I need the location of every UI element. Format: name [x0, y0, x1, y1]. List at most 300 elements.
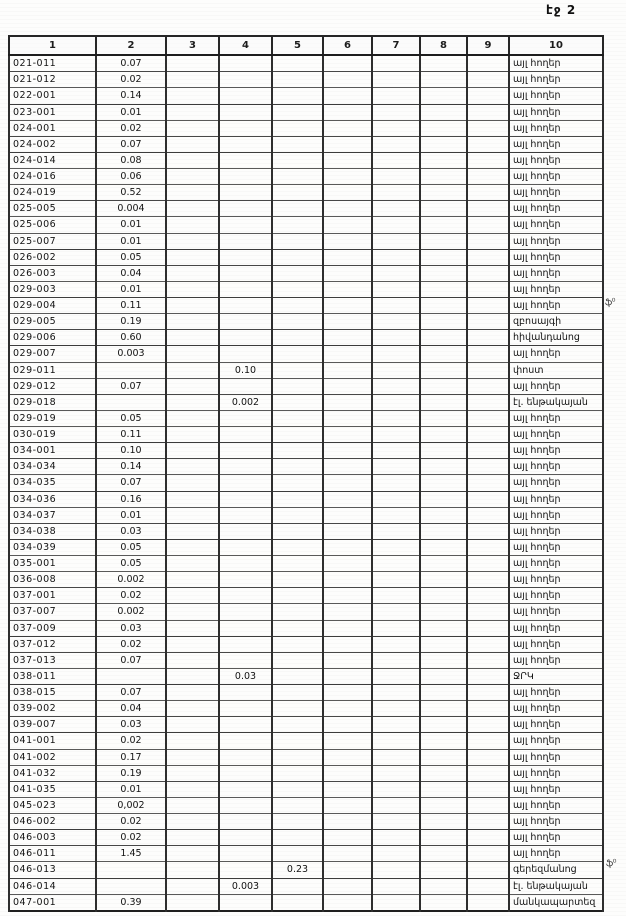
land-code-cell: 034-035 [9, 475, 96, 491]
value-cell [323, 491, 372, 507]
value-cell [467, 491, 509, 507]
value-cell [323, 830, 372, 846]
land-code-cell: 037-013 [9, 652, 96, 668]
land-code-cell: 046-013 [9, 862, 96, 878]
land-use-cell: այլ հողեր [509, 346, 603, 362]
value-cell [467, 459, 509, 475]
value-cell [272, 169, 323, 185]
value-cell [420, 88, 467, 104]
table-row [9, 249, 603, 265]
value-cell [272, 378, 323, 394]
land-code-cell: 034-039 [9, 539, 96, 555]
value-cell: 0.02 [96, 72, 166, 88]
value-cell [272, 749, 323, 765]
value-cell [219, 459, 272, 475]
value-cell [467, 346, 509, 362]
land-use-cell: այլ հողեր [509, 749, 603, 765]
land-code-cell: 024-014 [9, 152, 96, 168]
land-use-cell: այլ հողեր [509, 491, 603, 507]
value-cell [420, 185, 467, 201]
value-cell [372, 443, 420, 459]
value-cell: 0.003 [219, 878, 272, 894]
land-table [8, 35, 604, 912]
value-cell [372, 281, 420, 297]
value-cell: 0.02 [96, 588, 166, 604]
table-row [9, 830, 603, 846]
value-cell: 0.19 [96, 765, 166, 781]
value-cell [166, 556, 219, 572]
value-cell [372, 523, 420, 539]
value-cell [420, 749, 467, 765]
value-cell [323, 104, 372, 120]
land-code-cell: 034-001 [9, 443, 96, 459]
land-code-cell: 037-007 [9, 604, 96, 620]
land-code-cell: 024-002 [9, 136, 96, 152]
land-use-cell: այլ հողեր [509, 410, 603, 426]
land-code-cell: 029-003 [9, 281, 96, 297]
value-cell [323, 717, 372, 733]
land-use-cell: այլ հողեր [509, 636, 603, 652]
land-code-cell: 022-001 [9, 88, 96, 104]
value-cell [372, 410, 420, 426]
value-cell [272, 72, 323, 88]
handwritten-margin-mark: ֆ⁰ [604, 297, 617, 309]
table-row [9, 652, 603, 668]
table-row [9, 765, 603, 781]
value-cell [467, 507, 509, 523]
land-code-cell: 041-032 [9, 765, 96, 781]
value-cell [219, 620, 272, 636]
table-row [9, 572, 603, 588]
value-cell [323, 523, 372, 539]
value-cell [166, 572, 219, 588]
land-code-cell: 046-014 [9, 878, 96, 894]
value-cell: 0.07 [96, 652, 166, 668]
table-row [9, 72, 603, 88]
value-cell [219, 507, 272, 523]
table-row [9, 346, 603, 362]
value-cell [323, 185, 372, 201]
value-cell [323, 298, 372, 314]
value-cell [272, 539, 323, 555]
value-cell [219, 830, 272, 846]
land-use-cell: այլ հողեր [509, 701, 603, 717]
value-cell [467, 120, 509, 136]
value-cell [272, 588, 323, 604]
value-cell [272, 814, 323, 830]
value-cell [219, 475, 272, 491]
value-cell [323, 685, 372, 701]
value-cell: 0.11 [96, 298, 166, 314]
value-cell: 0.07 [96, 55, 166, 72]
value-cell [166, 733, 219, 749]
value-cell [372, 604, 420, 620]
value-cell: 0.04 [96, 265, 166, 281]
value-cell [323, 539, 372, 555]
value-cell: 0.02 [96, 120, 166, 136]
value-cell [372, 846, 420, 862]
value-cell [272, 346, 323, 362]
value-cell [219, 814, 272, 830]
land-use-cell: այլ հողեր [509, 620, 603, 636]
value-cell [323, 136, 372, 152]
value-cell [272, 523, 323, 539]
value-cell [323, 281, 372, 297]
land-use-cell: այլ հողեր [509, 523, 603, 539]
value-cell [467, 781, 509, 797]
land-code-cell: 034-034 [9, 459, 96, 475]
value-cell [272, 701, 323, 717]
value-cell [166, 233, 219, 249]
value-cell [219, 249, 272, 265]
value-cell [219, 717, 272, 733]
value-cell [467, 185, 509, 201]
land-code-cell: 030-019 [9, 427, 96, 443]
value-cell [420, 636, 467, 652]
value-cell: 0.03 [219, 668, 272, 684]
land-code-cell: 046-003 [9, 830, 96, 846]
land-use-cell: այլ հողեր [509, 55, 603, 72]
table-row [9, 507, 603, 523]
value-cell [219, 846, 272, 862]
value-cell [323, 362, 372, 378]
column-header: 9 [467, 36, 509, 55]
land-use-cell: էլ. ենթակայան [509, 394, 603, 410]
value-cell [372, 233, 420, 249]
value-cell [272, 507, 323, 523]
value-cell [323, 588, 372, 604]
value-cell [166, 604, 219, 620]
land-use-cell: այլ հողեր [509, 652, 603, 668]
value-cell [372, 668, 420, 684]
value-cell [372, 427, 420, 443]
value-cell [372, 749, 420, 765]
value-cell [166, 701, 219, 717]
value-cell [467, 55, 509, 72]
value-cell [372, 104, 420, 120]
land-use-cell: այլ հողեր [509, 733, 603, 749]
value-cell [420, 556, 467, 572]
value-cell [272, 249, 323, 265]
land-use-cell: այլ հողեր [509, 685, 603, 701]
land-code-cell: 024-001 [9, 120, 96, 136]
value-cell [219, 265, 272, 281]
value-cell [323, 55, 372, 72]
value-cell [467, 152, 509, 168]
value-cell [372, 862, 420, 878]
value-cell [272, 797, 323, 813]
table-row [9, 491, 603, 507]
value-cell [219, 217, 272, 233]
table-row [9, 894, 603, 911]
value-cell [166, 475, 219, 491]
value-cell [420, 846, 467, 862]
value-cell [467, 749, 509, 765]
value-cell [166, 88, 219, 104]
land-code-cell: 037-012 [9, 636, 96, 652]
value-cell [166, 217, 219, 233]
table-row [9, 685, 603, 701]
value-cell [323, 668, 372, 684]
table-row [9, 781, 603, 797]
land-use-cell: այլ հողեր [509, 120, 603, 136]
value-cell: 0.002 [96, 604, 166, 620]
value-cell [420, 878, 467, 894]
value-cell [467, 846, 509, 862]
value-cell [96, 878, 166, 894]
value-cell [166, 765, 219, 781]
value-cell [323, 88, 372, 104]
land-use-cell: այլ հողեր [509, 475, 603, 491]
value-cell [467, 717, 509, 733]
land-code-cell: 034-038 [9, 523, 96, 539]
value-cell [272, 636, 323, 652]
value-cell [166, 507, 219, 523]
land-use-cell: այլ հողեր [509, 136, 603, 152]
land-code-cell: 046-011 [9, 846, 96, 862]
table-row [9, 330, 603, 346]
value-cell: 0.14 [96, 88, 166, 104]
value-cell [420, 604, 467, 620]
table-row [9, 152, 603, 168]
value-cell [323, 459, 372, 475]
table-row [9, 201, 603, 217]
value-cell [420, 814, 467, 830]
value-cell [372, 620, 420, 636]
land-use-cell: այլ հողեր [509, 814, 603, 830]
land-use-cell: այլ հողեր [509, 169, 603, 185]
value-cell: 0.05 [96, 410, 166, 426]
value-cell [219, 797, 272, 813]
value-cell [219, 136, 272, 152]
land-use-cell: այլ հողեր [509, 104, 603, 120]
value-cell [166, 410, 219, 426]
column-header: 1 [9, 36, 96, 55]
value-cell [420, 459, 467, 475]
value-cell: 0.05 [96, 556, 166, 572]
column-header: 5 [272, 36, 323, 55]
value-cell [166, 55, 219, 72]
value-cell [219, 378, 272, 394]
value-cell [323, 201, 372, 217]
table-row [9, 523, 603, 539]
value-cell: 0.07 [96, 136, 166, 152]
value-cell [219, 572, 272, 588]
value-cell [323, 733, 372, 749]
value-cell [467, 572, 509, 588]
value-cell [420, 491, 467, 507]
value-cell [323, 410, 372, 426]
land-use-cell: այլ հողեր [509, 507, 603, 523]
value-cell [272, 572, 323, 588]
land-use-cell: այլ հողեր [509, 765, 603, 781]
value-cell [372, 72, 420, 88]
land-code-cell: 029-006 [9, 330, 96, 346]
value-cell [467, 72, 509, 88]
value-cell [166, 717, 219, 733]
value-cell: 0.02 [96, 814, 166, 830]
value-cell [166, 620, 219, 636]
value-cell [219, 894, 272, 911]
table-row [9, 459, 603, 475]
land-code-cell: 025-006 [9, 217, 96, 233]
value-cell [420, 394, 467, 410]
land-use-cell: այլ հողեր [509, 830, 603, 846]
value-cell [372, 459, 420, 475]
table-row [9, 55, 603, 72]
value-cell [166, 298, 219, 314]
land-code-cell: 037-001 [9, 588, 96, 604]
value-cell [272, 459, 323, 475]
value-cell [372, 136, 420, 152]
value-cell [372, 701, 420, 717]
value-cell [420, 701, 467, 717]
value-cell [420, 685, 467, 701]
table-row [9, 298, 603, 314]
land-use-cell: այլ հողեր [509, 88, 603, 104]
value-cell [467, 298, 509, 314]
value-cell [467, 797, 509, 813]
value-cell: 0.17 [96, 749, 166, 765]
value-cell [467, 588, 509, 604]
value-cell [219, 539, 272, 555]
table-row [9, 475, 603, 491]
land-code-cell: 026-003 [9, 265, 96, 281]
column-header: 6 [323, 36, 372, 55]
value-cell [272, 668, 323, 684]
value-cell [372, 588, 420, 604]
value-cell [420, 523, 467, 539]
value-cell [467, 314, 509, 330]
land-code-cell: 024-016 [9, 169, 96, 185]
land-code-cell: 037-009 [9, 620, 96, 636]
land-code-cell: 041-002 [9, 749, 96, 765]
value-cell [372, 636, 420, 652]
value-cell [323, 846, 372, 862]
value-cell [372, 556, 420, 572]
land-use-cell: այլ հողեր [509, 233, 603, 249]
value-cell [166, 443, 219, 459]
value-cell [372, 88, 420, 104]
value-cell [219, 556, 272, 572]
value-cell [372, 394, 420, 410]
value-cell [372, 265, 420, 281]
value-cell: 0.39 [96, 894, 166, 911]
value-cell [166, 136, 219, 152]
table-row [9, 169, 603, 185]
value-cell [420, 314, 467, 330]
value-cell [219, 281, 272, 297]
value-cell: 0.01 [96, 217, 166, 233]
value-cell [166, 781, 219, 797]
land-use-cell: այլ հողեր [509, 572, 603, 588]
value-cell [272, 152, 323, 168]
value-cell: 0.03 [96, 717, 166, 733]
value-cell [166, 72, 219, 88]
value-cell [166, 894, 219, 911]
value-cell: 0.14 [96, 459, 166, 475]
value-cell [272, 330, 323, 346]
value-cell [420, 378, 467, 394]
value-cell: 0.23 [272, 862, 323, 878]
value-cell [272, 894, 323, 911]
value-cell: 0.003 [96, 346, 166, 362]
land-code-cell: 038-011 [9, 668, 96, 684]
value-cell [219, 636, 272, 652]
value-cell [420, 894, 467, 911]
table-header [9, 36, 603, 55]
value-cell [323, 604, 372, 620]
value-cell: 0.06 [96, 169, 166, 185]
value-cell [372, 378, 420, 394]
value-cell: 0.05 [96, 249, 166, 265]
value-cell [467, 362, 509, 378]
value-cell [420, 120, 467, 136]
value-cell [372, 878, 420, 894]
value-cell [272, 685, 323, 701]
value-cell [467, 378, 509, 394]
land-use-cell: այլ հողեր [509, 152, 603, 168]
value-cell [166, 523, 219, 539]
value-cell [420, 572, 467, 588]
value-cell [166, 314, 219, 330]
value-cell [219, 443, 272, 459]
table-row [9, 749, 603, 765]
table-row [9, 701, 603, 717]
value-cell [166, 878, 219, 894]
table-row [9, 668, 603, 684]
value-cell [420, 233, 467, 249]
value-cell [372, 507, 420, 523]
value-cell [272, 717, 323, 733]
value-cell [420, 104, 467, 120]
value-cell [219, 346, 272, 362]
table-row [9, 814, 603, 830]
table-row [9, 717, 603, 733]
value-cell: 0,002 [96, 797, 166, 813]
land-use-cell: ՋՐԿ [509, 668, 603, 684]
value-cell [219, 314, 272, 330]
value-cell [420, 475, 467, 491]
value-cell [272, 878, 323, 894]
value-cell [420, 152, 467, 168]
value-cell [420, 298, 467, 314]
land-use-cell: հիվանդանոց [509, 330, 603, 346]
value-cell [372, 314, 420, 330]
value-cell [467, 427, 509, 443]
value-cell [219, 765, 272, 781]
value-cell [467, 330, 509, 346]
value-cell [166, 362, 219, 378]
table-row [9, 443, 603, 459]
value-cell [467, 878, 509, 894]
land-code-cell: 039-002 [9, 701, 96, 717]
value-cell [467, 523, 509, 539]
value-cell [219, 410, 272, 426]
value-cell [420, 201, 467, 217]
land-code-cell: 026-002 [9, 249, 96, 265]
value-cell [372, 814, 420, 830]
value-cell [420, 443, 467, 459]
value-cell [372, 733, 420, 749]
land-use-cell: այլ հողեր [509, 556, 603, 572]
value-cell [166, 265, 219, 281]
value-cell [323, 443, 372, 459]
land-code-cell: 021-011 [9, 55, 96, 72]
value-cell [219, 749, 272, 765]
value-cell [219, 701, 272, 717]
value-cell [467, 443, 509, 459]
